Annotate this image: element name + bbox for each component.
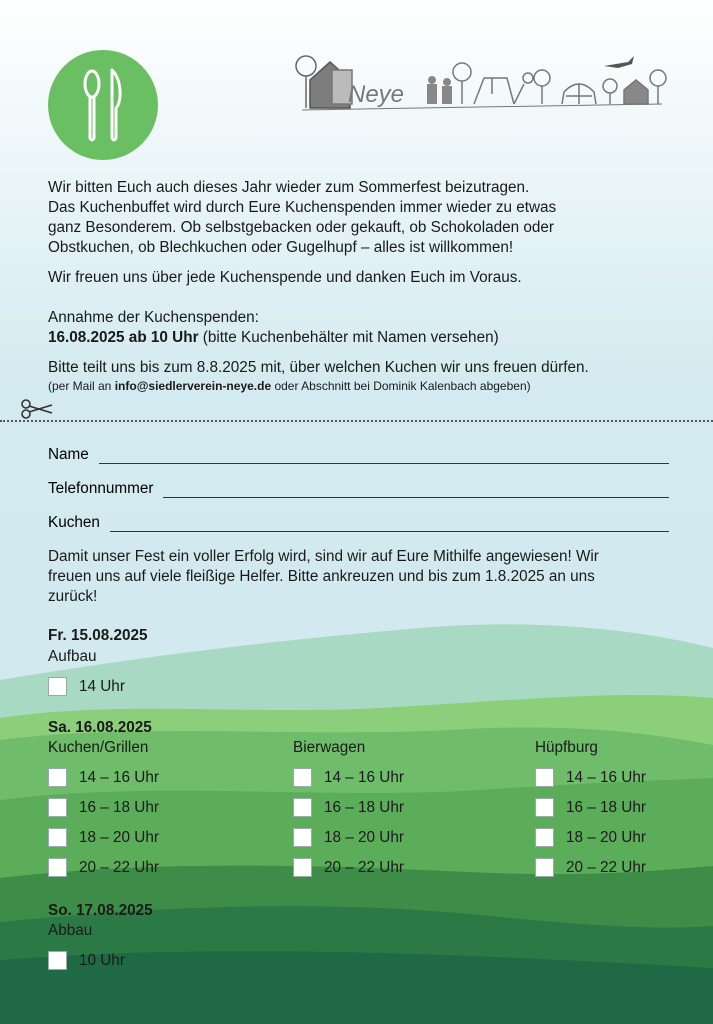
huepf-slot-3[interactable]: 18 – 20 Uhr <box>535 828 646 847</box>
annahme-line <box>48 328 499 348</box>
meldung-pre: (per Mail an <box>48 379 115 393</box>
club-logo <box>292 50 672 120</box>
intro-line-1: Wir bitten Euch auch dieses Jahr wieder zum Sommerfest beizutragen. <box>48 179 530 196</box>
intro-line-3: ganz Besonderem. Ob selbstgebacken oder gekauft, ob Schokoladen oder <box>48 219 554 236</box>
sat-col-kuchen: Kuchen/Grillen <box>48 739 149 756</box>
intro-line-4: Obstkuchen, ob Blechkuchen oder Gugelhupf – alles ist willkommen! <box>48 239 514 256</box>
helpers-text: Damit unser Fest ein voller Erfolg wird, sind wir auf Eure Mithilfe angewiesen! Wir freuen uns auf viele fleißige Helfer. Bitte ankreuzen und bis zum 1.8.2025 an uns zurück! <box>48 548 599 605</box>
meldung-text: Bitte teilt uns bis zum 8.8.2025 mit, über welchen Kuchen wir uns freuen dürfen. <box>48 359 589 376</box>
scissors-icon <box>20 398 54 420</box>
sat-col-bierwagen: Bierwagen <box>293 739 366 756</box>
kuchen-slot-2[interactable]: 16 – 18 Uhr <box>48 798 159 817</box>
name-label: Name <box>48 446 89 463</box>
meldung-note <box>48 378 531 394</box>
meldung-post: oder Abschnitt bei Dominik Kalenbach abgeben) <box>271 379 531 393</box>
annahme-note: (bitte Kuchenbehälter mit Namen versehen) <box>198 329 499 346</box>
email-link[interactable]: info@siedlerverein-neye.de <box>114 379 272 393</box>
huepf-slot-1[interactable]: 14 – 16 Uhr <box>535 768 646 787</box>
fri-slot-checkbox[interactable]: 14 Uhr <box>48 677 125 696</box>
bier-slot-1[interactable]: 14 – 16 Uhr <box>293 768 404 787</box>
bier-slot-3[interactable]: 18 – 20 Uhr <box>293 828 404 847</box>
kuchen-slot-1[interactable]: 14 – 16 Uhr <box>48 768 159 787</box>
sun-task: Abbau <box>48 922 93 939</box>
fri-task: Aufbau <box>48 648 97 665</box>
huepf-slot-2[interactable]: 16 – 18 Uhr <box>535 798 646 817</box>
fork-knife-icon <box>48 50 158 160</box>
cake-label: Kuchen <box>48 514 100 531</box>
cake-field[interactable] <box>48 514 669 532</box>
sat-date: Sa. 16.08.2025 <box>48 719 152 736</box>
cut-line <box>0 420 713 422</box>
cutlery-badge <box>48 50 158 160</box>
fri-date: Fr. 15.08.2025 <box>48 627 148 644</box>
kuchen-slot-4[interactable]: 20 – 22 Uhr <box>48 858 159 877</box>
thanks-text: Wir freuen uns über jede Kuchenspende und danken Euch im Voraus. <box>48 269 522 286</box>
huepf-slot-4[interactable]: 20 – 22 Uhr <box>535 858 646 877</box>
sun-slot-checkbox[interactable]: 10 Uhr <box>48 951 125 970</box>
bier-slot-2[interactable]: 16 – 18 Uhr <box>293 798 404 817</box>
phone-field[interactable] <box>48 480 669 498</box>
sat-col-huepfburg: Hüpfburg <box>535 739 598 756</box>
intro-line-2: Das Kuchenbuffet wird durch Eure Kuchenspenden immer wieder zu etwas <box>48 199 557 216</box>
intro-section <box>48 178 678 258</box>
name-field[interactable] <box>48 446 669 464</box>
annahme-label: Annahme der Kuchenspenden: <box>48 309 259 326</box>
phone-label: Telefonnummer <box>48 480 154 497</box>
svg-text:Neye: Neye <box>348 81 405 108</box>
bier-slot-4[interactable]: 20 – 22 Uhr <box>293 858 404 877</box>
kuchen-slot-3[interactable]: 18 – 20 Uhr <box>48 828 159 847</box>
sun-date: So. 17.08.2025 <box>48 902 153 919</box>
annahme-date: 16.08.2025 ab 10 Uhr <box>48 329 199 346</box>
